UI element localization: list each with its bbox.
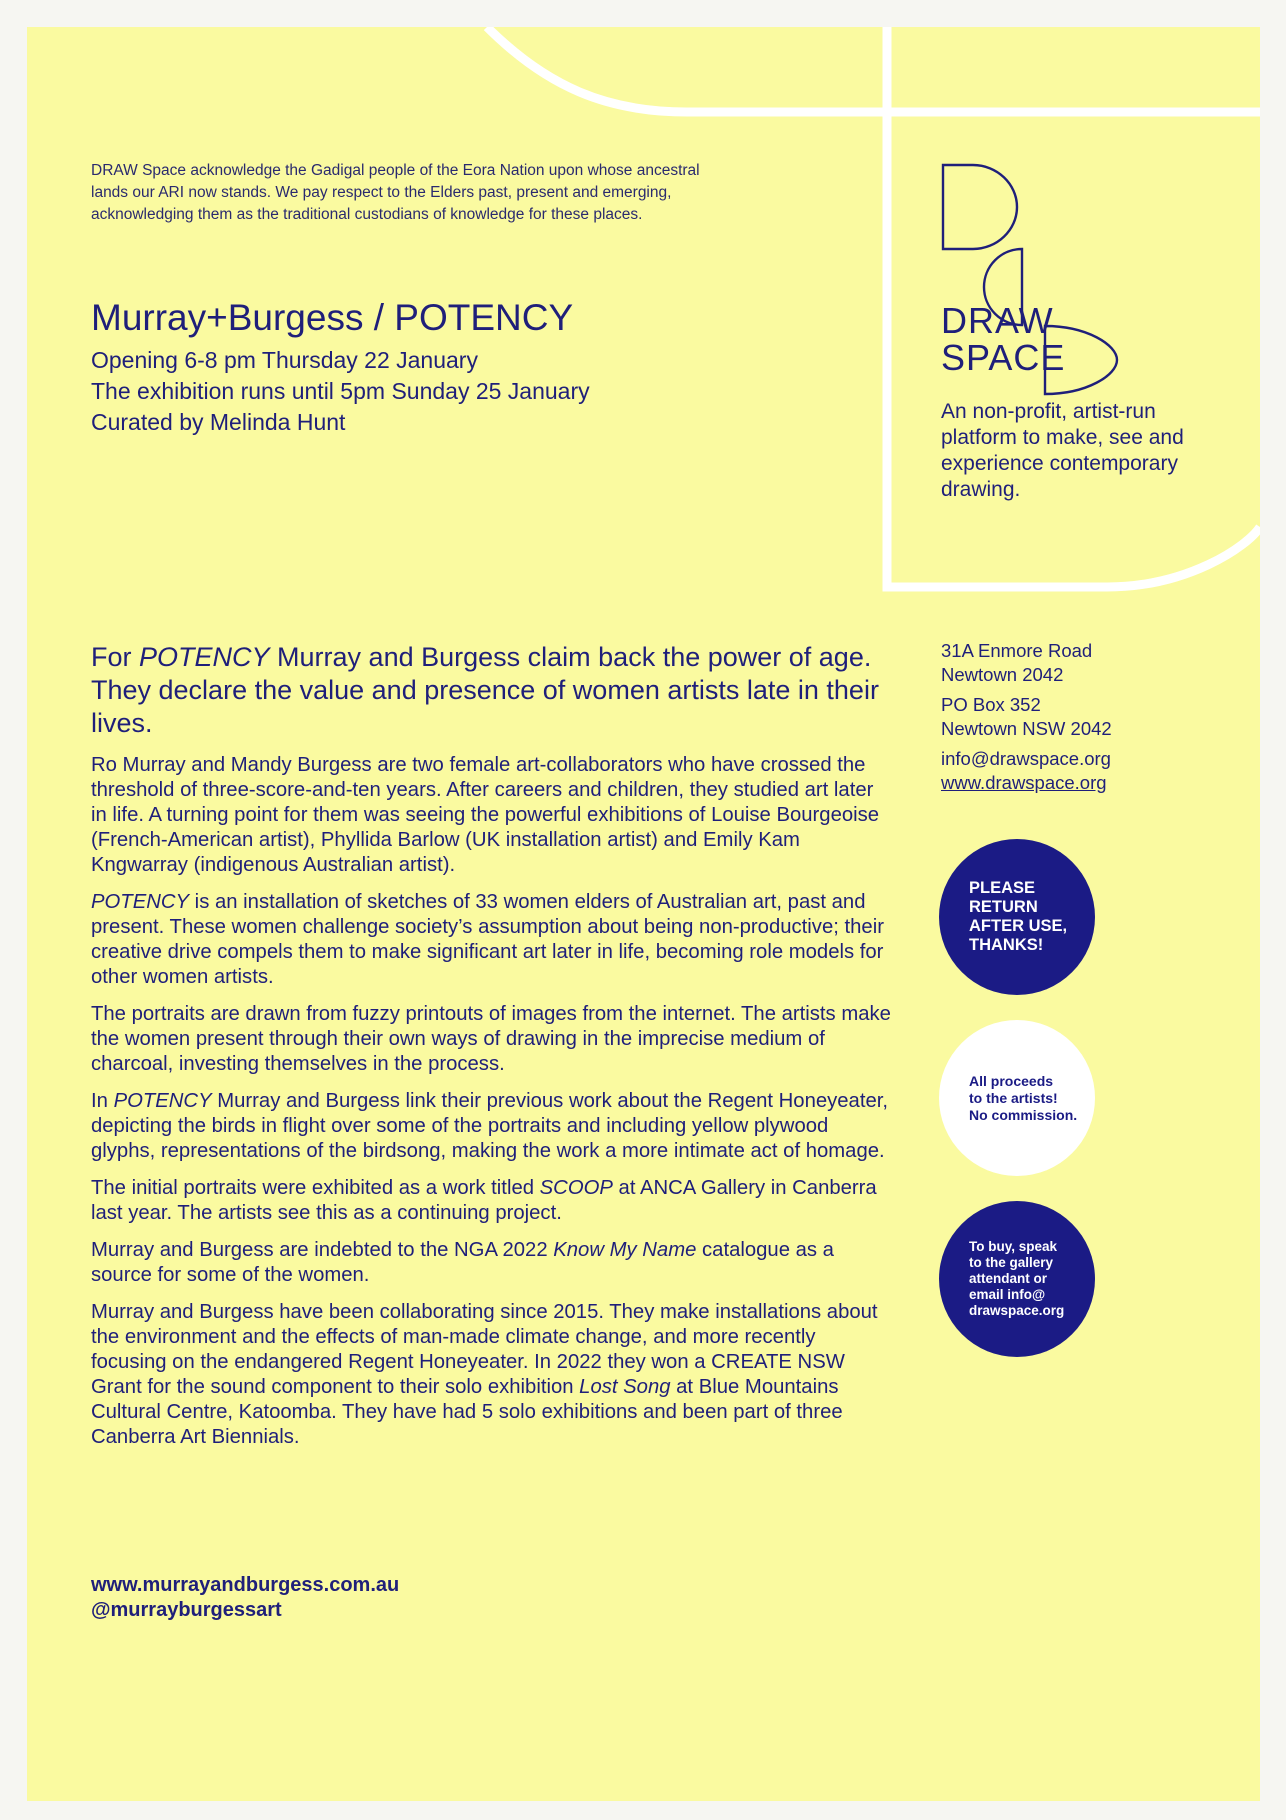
circle-line: RETURN bbox=[969, 898, 1038, 916]
artist-links bbox=[91, 1573, 399, 1623]
lead-post: Murray and Burgess claim back the power of age. They declare the value and presence of women artists late in their lives. bbox=[91, 642, 879, 738]
circle-line: All proceeds bbox=[969, 1072, 1054, 1089]
logo-word-space: SPACE bbox=[941, 337, 1066, 378]
circle-line: No commission. bbox=[969, 1106, 1078, 1123]
paragraph-text: at Blue Mountains Cultural Centre, Katoomba. They have had 5 solo exhibitions and been part of three Canberra Art Biennials. bbox=[91, 1376, 843, 1448]
italic-term: Know My Name bbox=[553, 1239, 697, 1261]
exhibition-dates: The exhibition runs until 5pm Sunday 25 January bbox=[91, 378, 590, 404]
paragraph bbox=[91, 1089, 891, 1164]
lead-italic: POTENCY bbox=[139, 642, 270, 672]
logo-wordmark bbox=[941, 302, 1065, 376]
ack-line: acknowledging them as the traditional custodians of knowledge for these places. bbox=[91, 206, 643, 223]
land-acknowledgement bbox=[91, 160, 851, 226]
artist-social-handle[interactable]: @murrayburgessart bbox=[91, 1599, 282, 1621]
po-box: PO Box 352 bbox=[941, 694, 1041, 715]
paragraph-text: Murray and Burgess have been collaborating since 2015. They make installations about the environment and the effects of man-made climate change, and more recently focusing on the endangered Regent Honeyeater. In 2022 they won a CREATE NSW Grant for the sound component to their solo exhibition bbox=[91, 1301, 878, 1398]
paragraph: Ro Murray and Mandy Burgess are two female art-collaborators who have crossed the threshold of three-score-and-ten years. After careers and children, they studied art later in life. A turning point for them was seeing the powerful exhibitions of Louise Bourgeoise (French-American artist), Phyllida Barlow (UK installation artist) and Emily Kam Kngwarray (indigenous Australian artist). bbox=[91, 754, 880, 876]
paragraph: The portraits are drawn from fuzzy printouts of images from the internet. The artists make the women present through their own ways of drawing in the imprecise medium of charcoal, investing themselves in the process. bbox=[91, 1003, 891, 1075]
italic-term: Lost Song bbox=[579, 1376, 671, 1398]
paragraph-text: In bbox=[91, 1090, 114, 1112]
paragraph-text: Murray and Burgess are indebted to the NGA 2022 bbox=[91, 1239, 554, 1261]
po-box-suburb: Newtown NSW 2042 bbox=[941, 718, 1112, 739]
paragraph-text: is an installation of sketches of 33 women elders of Australian art, past and present. These women challenge society’s assumption about being non-productive; their creative drive compels them to make significant art later in life, becoming role models for other women artists. bbox=[91, 891, 884, 988]
paragraph bbox=[91, 1300, 891, 1450]
paragraph-text: The initial portraits were exhibited as a work titled bbox=[91, 1177, 540, 1199]
paragraph bbox=[91, 1238, 891, 1288]
circle-line: attendant or bbox=[969, 1271, 1048, 1286]
paragraph-text: catalogue as a source for some of the women. bbox=[91, 1239, 834, 1286]
body-text bbox=[91, 753, 891, 1462]
ack-line: lands our ARI now stands. We pay respect to the Elders past, present and emerging, bbox=[91, 184, 672, 201]
proceeds-notice-circle bbox=[939, 1020, 1095, 1176]
ack-line: DRAW Space acknowledge the Gadigal people of the Eora Nation upon whose ancestral bbox=[91, 162, 700, 179]
lead-statement bbox=[91, 641, 881, 740]
street-address: 31A Enmore Road bbox=[941, 640, 1093, 661]
circle-line: AFTER USE, bbox=[969, 917, 1068, 935]
circle-line: to the artists! bbox=[969, 1089, 1058, 1106]
circle-line: to the gallery bbox=[969, 1255, 1054, 1270]
circle-line: To buy, speak bbox=[969, 1239, 1058, 1254]
artist-website-link[interactable]: www.murrayandburgess.com.au bbox=[91, 1574, 400, 1596]
circle-line: THANKS! bbox=[969, 936, 1044, 954]
tagline: An non-profit, artist-run platform to make, see and experience contemporary drawing. bbox=[941, 400, 1184, 501]
return-notice-circle bbox=[939, 839, 1095, 995]
website-link[interactable]: www.drawspace.org bbox=[941, 772, 1107, 793]
email-address: info@drawspace.org bbox=[941, 748, 1111, 769]
italic-term: SCOOP bbox=[539, 1177, 613, 1199]
italic-term: POTENCY bbox=[91, 891, 190, 913]
logo-word-draw: DRAW bbox=[941, 300, 1054, 341]
lead-pre: For bbox=[91, 642, 140, 672]
flyer-page bbox=[27, 27, 1260, 1801]
curator: Curated by Melinda Hunt bbox=[91, 409, 346, 435]
exhibition-details bbox=[91, 345, 590, 438]
exhibition-title: Murray+Burgess / POTENCY bbox=[91, 297, 574, 338]
circle-line: PLEASE bbox=[969, 879, 1036, 897]
italic-term: POTENCY bbox=[113, 1090, 212, 1112]
circle-line: drawspace.org bbox=[969, 1303, 1065, 1318]
paragraph bbox=[91, 890, 891, 990]
opening-time: Opening 6-8 pm Thursday 22 January bbox=[91, 347, 478, 373]
circle-line: email info@ bbox=[969, 1287, 1046, 1302]
suburb: Newtown 2042 bbox=[941, 664, 1064, 685]
contact-block bbox=[941, 639, 1201, 795]
purchase-notice-circle bbox=[939, 1201, 1095, 1357]
paragraph-text: at ANCA Gallery in Canberra last year. The artists see this as a continuing project. bbox=[91, 1177, 877, 1224]
paragraph bbox=[91, 1176, 891, 1226]
paragraph-text: Murray and Burgess link their previous work about the Regent Honeyeater, depicting the birds in flight over some of the portraits and including yellow plywood glyphs, representations of the birdsong, making the work a more intimate act of homage. bbox=[91, 1090, 889, 1162]
